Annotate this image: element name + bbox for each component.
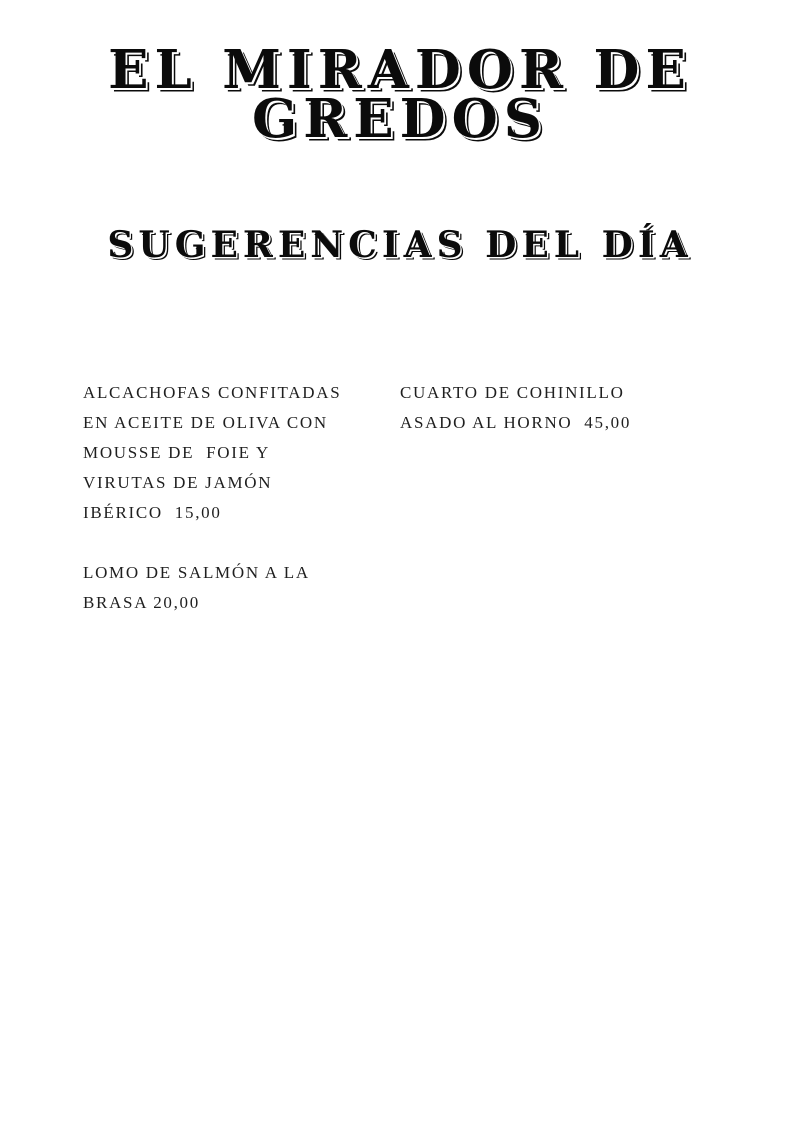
menu-item-line: VIRUTAS DE JAMÓN (83, 473, 273, 492)
menu-item (83, 378, 400, 528)
menu-header (0, 0, 800, 266)
menu-item-line: EN ACEITE DE OLIVA CON (83, 413, 328, 432)
menu-item-line: CUARTO DE COHINILLO (400, 383, 625, 402)
menu-column-left (83, 378, 400, 648)
menu-item-line: ASADO AL HORNO 45,00 (400, 413, 632, 432)
menu-item-line: BRASA 20,00 (83, 593, 200, 612)
menu-section-title: SUGERENCIAS DEL DÍA (107, 224, 693, 266)
restaurant-name (0, 0, 800, 150)
menu-column-right (400, 378, 717, 648)
menu-item-line: ALCACHOFAS CONFITADAS (83, 383, 342, 402)
menu-item-line: IBÉRICO 15,00 (83, 503, 222, 522)
restaurant-name-line-2: GREDOS (251, 88, 549, 150)
menu-item-line: LOMO DE SALMÓN A LA (83, 563, 310, 582)
menu-item (400, 378, 717, 438)
menu-items (0, 378, 800, 648)
restaurant-name-line-1: EL MIRADOR DE (108, 39, 692, 101)
menu-item (83, 558, 400, 618)
menu-item-line: MOUSSE DE FOIE Y (83, 443, 270, 462)
